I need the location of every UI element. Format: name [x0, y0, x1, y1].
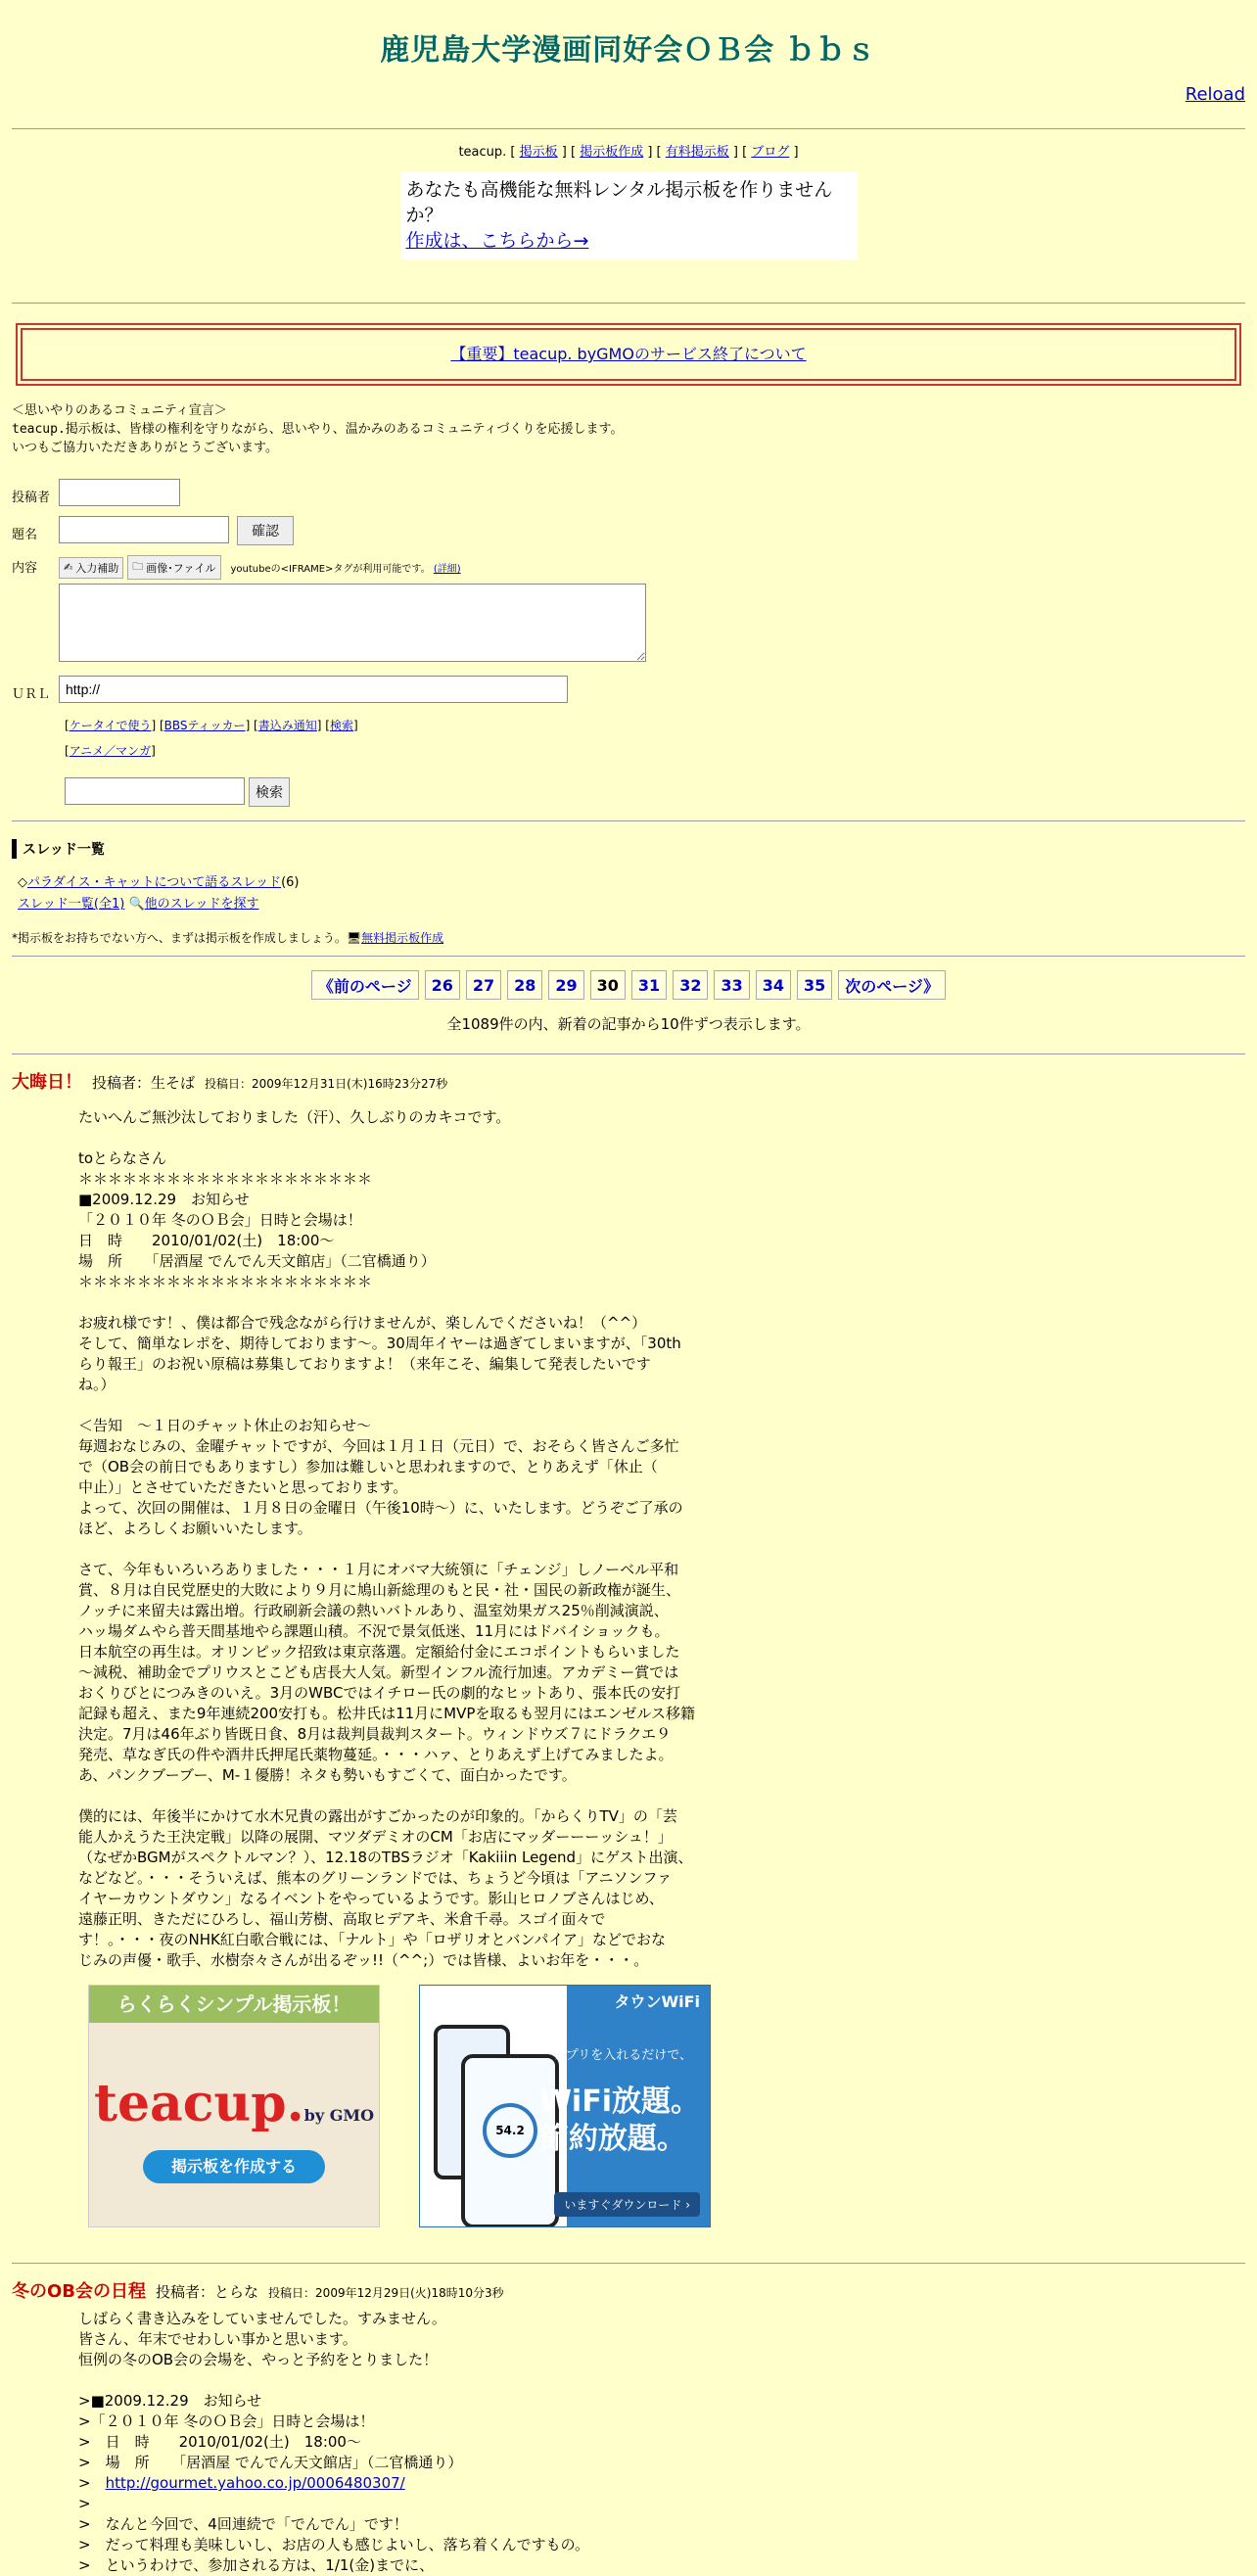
- anime-manga-link[interactable]: アニメ／マンガ: [69, 744, 152, 758]
- ad-banners: [88, 1985, 1245, 2227]
- thread-count: (6): [281, 875, 300, 890]
- post-line: > http://gourmet.yahoo.co.jp/0006480307/: [78, 2474, 405, 2492]
- post-line: > 場 所 「居酒屋 でんでん天文館店」（二官橋通り）: [78, 2454, 463, 2471]
- post-author: 投稿者：生そば: [92, 1074, 196, 1092]
- page-26[interactable]: 26: [425, 970, 460, 1000]
- thread-nav: [18, 894, 1245, 915]
- mobile-link[interactable]: ケータイで使う: [69, 719, 152, 732]
- ad2-headline-1: WiFi放題。: [538, 2084, 700, 2119]
- teacup-prefix: teacup. [: [458, 145, 516, 160]
- post-line: >: [78, 2495, 91, 2512]
- post-line: 皆さん、年末でせわしい事かと思います。: [78, 2330, 357, 2348]
- create-bbs-link[interactable]: 無料掲示板作成: [361, 931, 444, 945]
- input-assist-button[interactable]: [59, 557, 123, 579]
- subject-label: 題名: [12, 528, 38, 542]
- subject-row: [12, 516, 1245, 545]
- page-32[interactable]: 32: [673, 970, 708, 1000]
- page-33[interactable]: 33: [714, 970, 749, 1000]
- search-input[interactable]: [65, 777, 245, 805]
- gourmet-link[interactable]: http://gourmet.yahoo.co.jp/0006480307/: [105, 2474, 405, 2492]
- ad1-cta-button[interactable]: 掲示板を作成する: [143, 2150, 325, 2183]
- search-icon: 🔍: [128, 897, 145, 912]
- page-28[interactable]: 28: [507, 970, 542, 1000]
- page-title: 鹿児島大学漫画同好会ＯＢ会 ｂｂｓ: [380, 33, 877, 68]
- content-textarea[interactable]: [59, 584, 646, 662]
- post-body: たいへんご無沙汰しておりました（汗）、久しぶりのカキコです。 toとらなさん ＊＊＊＊＊＊＊＊＊＊＊＊＊＊＊＊＊＊＊＊ ■2009.12.29 お知らせ 「２０１０年 冬のＯＢ会」日時と会場は！ 日 時 2010/01/02(土) 18:00～ 場 所 「居酒屋 でんでん天文館店」（二官橋通り） ＊＊＊＊＊＊＊＊＊＊＊＊＊＊＊＊＊＊＊＊ お疲れ様です！、僕は都合で残念ながら行けませんが、楽しんでくださいね！（^^） そして、簡単なレポを、期待しております～。30周年イヤーは過ぎてしまいますが、「30th らり報王」のお祝い原稿は募集しておりますよ！（来年こそ、編集して発表したいです ね。） ＜告知 ～１日のチャット休止のお知らせ～ 毎週おなじみの、金曜チャットですが、今回は１月１日（元日）で、おそらく皆さんご多忙 で（OB会の前日でもありますし）参加は難しいと思われますので、とりあえず「休止（ 中止）」とさせていただきたいと思っております。 よって、次回の開催は、１月８日の金曜日（午後10時～）に、いたします。どうぞご了承の ほど、よろしくお願いいたします。 さて、今年もいろいろありました・・・１月にオバマ大統領に「チェンジ」しノーベル平和 賞、８月は自民党歴史的大敗により９月に鳩山新総理のもと民・社・国民の新政権が誕生、 ノッチに来留夫は露出増。行政刷新会議の熱いバトルあり、温室効果ガス25％削減演説、 ハッ場ダムやら普天間基地やら課題山積。不況で景気低迷、11月にはドバイショックも。 日本航空の再生は。オリンピック招致は東京落選。定額給付金にエコポイントもらいました ～減税、補助金でプリウスとこども店長大人気。新型インフル流行加速。アカデミー賞では おくりびとにつみきのいえ。3月のWBCではイチロー氏の劇的なヒットあり、張本氏の安打 記録も超え、また9年連続200安打も。松井氏は11月にMVPを取るも翌月にはエンゼルス移籍 決定。7月は46年ぶり皆既日食、8月は裁判員裁判スタート。ウィンドウズ７にドラクエ９ 発売、草なぎ氏の件や酒井氏押尾氏薬物蔓延。・・・ハァ、とりあえず上げてみましたよ。 あ、パンクブーブー、M-１優勝！ネタも勢いもすごくて、面白かったです。 僕的には、年後半にかけて水木兄貴の露出がすごかったのが印象的。「からくりTV」の「芸 能人かえうた王決定戦」以降の展開、マツダデミオのCM「お店にマッダーーーッシュ！」 （なぜかBGMがスペクトルマン？）、12.18のTBSラジオ「Kakiiin Legend」にゲスト出演、 などなど。・・・そういえば、熊本のグリーンランドでは、ちょうど今頃は「アニソンファ イヤーカウントダウン」なるイベントをやっているようです。影山ヒロノブさんはじめ、 遠藤正明、きただにひろし、福山芳樹、高取ヒデアキ、米倉千尋。スゴイ面々で す！。・・・夜のNHK紅白歌合戦には、「ナルト」や「ロザリオとバンパイア」などでおな じみの声優・歌手、水樹奈々さんが出るぞッ!!（^^;）では皆様、よいお年を・・・。: [78, 1108, 695, 1969]
- ad2-download-button[interactable]: いますぐダウンロード ›: [554, 2192, 700, 2217]
- page-29[interactable]: 29: [548, 970, 583, 1000]
- content-row: [12, 555, 1245, 666]
- link-blog[interactable]: ブログ: [751, 145, 790, 160]
- divider: [12, 820, 1245, 821]
- page-27[interactable]: 27: [466, 970, 501, 1000]
- post-line: > 日 時 2010/01/02(土) 18:00～: [78, 2433, 361, 2451]
- post-line: >「２０１０年 冬のＯＢ会」日時と会場は！: [78, 2412, 375, 2430]
- link-bbs-create[interactable]: 掲示板作成: [580, 145, 644, 160]
- page-34[interactable]: 34: [756, 970, 791, 1000]
- reload-link[interactable]: Reload: [1185, 84, 1245, 105]
- link-bbs[interactable]: 掲示板: [519, 145, 558, 160]
- util-links: [ケータイで使う] [BBSティッカー] [書込み通知] [検索] [アニメ／マンガ]: [65, 719, 358, 758]
- ad2-headline: [539, 2084, 700, 2158]
- post-item: [12, 2277, 1245, 2576]
- thread-link[interactable]: パラダイス・キャットについて語るスレッド: [27, 875, 282, 890]
- post-date: 投稿日：2009年12月29日(火)18時10分3秒: [268, 2286, 504, 2300]
- townwifi-ad[interactable]: [419, 1985, 711, 2227]
- ad2-brand: タウンWiFi: [614, 1992, 700, 2011]
- prev-page-button[interactable]: 《前のページ: [311, 970, 419, 1000]
- all-threads-link[interactable]: スレッド一覧(全1): [18, 897, 125, 912]
- post-item: [12, 1068, 1245, 2227]
- page-31[interactable]: 31: [631, 970, 667, 1000]
- promo-box: [400, 171, 858, 259]
- content-label: 内容: [12, 561, 38, 576]
- speed-gauge: 54.2: [483, 2103, 537, 2158]
- pagination: [12, 970, 1245, 1000]
- bbs-icon: 🖥: [346, 931, 362, 945]
- promo-text: あなたも高機能な無料レンタル掲示板を作りませんか？: [405, 179, 833, 226]
- post-line: > だって料理も美味しいし、お店の人も感じよいし、落ち着くんですもの。: [78, 2536, 589, 2553]
- post-line: > というわけで、参加される方は、1/1(金)までに、: [78, 2556, 435, 2574]
- post-body: [78, 2309, 744, 2576]
- post-title: 冬のOB会の日程: [12, 2281, 147, 2302]
- ticker-link[interactable]: BBSティッカー: [163, 719, 246, 732]
- detail-link[interactable]: (詳細): [433, 564, 461, 575]
- post-line: 恒例の冬のOB会の会場を、やっと予約をとりました！: [78, 2351, 439, 2368]
- promo-link[interactable]: 作成は、こちらから→: [405, 230, 589, 252]
- post-line: しばらく書き込みをしていませんでした。すみません。: [78, 2310, 446, 2327]
- input-assist-label: 入力補助: [75, 561, 119, 575]
- author-label: 投稿者: [12, 491, 51, 505]
- notice-link[interactable]: 【重要】teacup. byGMOのサービス終了について: [450, 345, 807, 363]
- post-title: 大晦日！: [12, 1072, 82, 1093]
- post-line: >■2009.12.29 お知らせ: [78, 2392, 262, 2410]
- confirm-button[interactable]: 確認: [237, 516, 294, 545]
- content-editor: [59, 555, 646, 666]
- reload-row: [12, 84, 1245, 105]
- ad1-heading: らくらくシンプル掲示板！: [89, 1986, 379, 2023]
- divider: [12, 956, 1245, 957]
- divider: [12, 303, 1245, 304]
- youtube-note-text: youtubeの<IFRAME>タグが利用可能です。: [230, 564, 431, 575]
- community-declaration: [12, 401, 1245, 457]
- thread-list-heading: スレッド一覧: [12, 839, 1245, 859]
- divider: [12, 2263, 1245, 2264]
- url-row: [12, 676, 1245, 703]
- post-form: [12, 479, 1245, 807]
- post-author: 投稿者：とらな: [156, 2283, 259, 2301]
- teacup-logo: [89, 2074, 379, 2133]
- author-row: [12, 479, 1245, 506]
- notify-link[interactable]: 書込み通知: [257, 719, 317, 732]
- author-input[interactable]: [59, 479, 180, 506]
- declaration-heading: ＜思いやりのあるコミュニティ宣言＞: [12, 403, 227, 418]
- url-label: ＵＲＬ: [12, 687, 51, 702]
- create-note-text: *掲示板をお持ちでない方へ、まずは掲示板を作成しましょう。: [12, 931, 347, 945]
- post-header: [12, 1068, 1245, 1094]
- ad2-headline-2: 節約放題。: [538, 2122, 686, 2156]
- ad1-by: by GMO: [303, 2106, 375, 2125]
- thread-list: [12, 872, 1245, 915]
- subject-input[interactable]: [59, 516, 229, 543]
- ad2-tagline: アプリを入れるだけで、: [552, 2048, 692, 2063]
- link-paid-bbs[interactable]: 有料掲示板: [665, 145, 729, 160]
- post-line: [78, 2370, 744, 2391]
- divider: [12, 128, 1245, 129]
- url-input[interactable]: [59, 676, 568, 703]
- teacup-ad[interactable]: [88, 1985, 380, 2227]
- post-line: > なんと今回で、4回連続で「でんでん」です！: [78, 2515, 408, 2533]
- post-count-summary: 全1089件の内、新着の記事から10件ずつ表示します。: [446, 1015, 811, 1033]
- ad1-logo-text: teacup.: [93, 2074, 304, 2133]
- thread-item: ◇パラダイス・キャットについて語るスレッド(6): [18, 875, 300, 890]
- youtube-note: [231, 560, 461, 575]
- assist-icon: ✍: [64, 561, 73, 574]
- declaration-line2: いつもご協力いただきありがとうございます。: [12, 441, 278, 455]
- create-note: [12, 929, 1245, 946]
- next-page-button[interactable]: 次のページ》: [838, 970, 946, 1000]
- search-button[interactable]: 検索: [249, 777, 290, 807]
- search-link[interactable]: 検索: [329, 719, 353, 732]
- teacup-nav: teacup. [ 掲示板 ] [ 掲示板作成 ] [ 有料掲示板 ] [ ブログ ]: [458, 145, 799, 160]
- post-header: [12, 2277, 1245, 2303]
- notice-inner: [21, 328, 1236, 381]
- post-date: 投稿日：2009年12月31日(木)16時23分27秒: [205, 1077, 448, 1091]
- editor-toolbar: [59, 555, 646, 580]
- page-current: 30: [590, 970, 626, 1000]
- image-file-button[interactable]: [127, 555, 220, 580]
- folder-icon: 🗀: [132, 560, 144, 573]
- page-35[interactable]: 35: [797, 970, 832, 1000]
- declaration-line1: teacup.掲示板は、皆様の権利を守りながら、思いやり、温かみのあるコミュニティづくりを応援します。: [12, 422, 624, 437]
- image-file-label: 画像･ファイル: [146, 561, 216, 575]
- page-header: [12, 0, 1245, 69]
- notice-box: [16, 323, 1241, 386]
- search-row: [65, 777, 1245, 807]
- other-threads-link[interactable]: 他のスレッドを探す: [144, 897, 259, 912]
